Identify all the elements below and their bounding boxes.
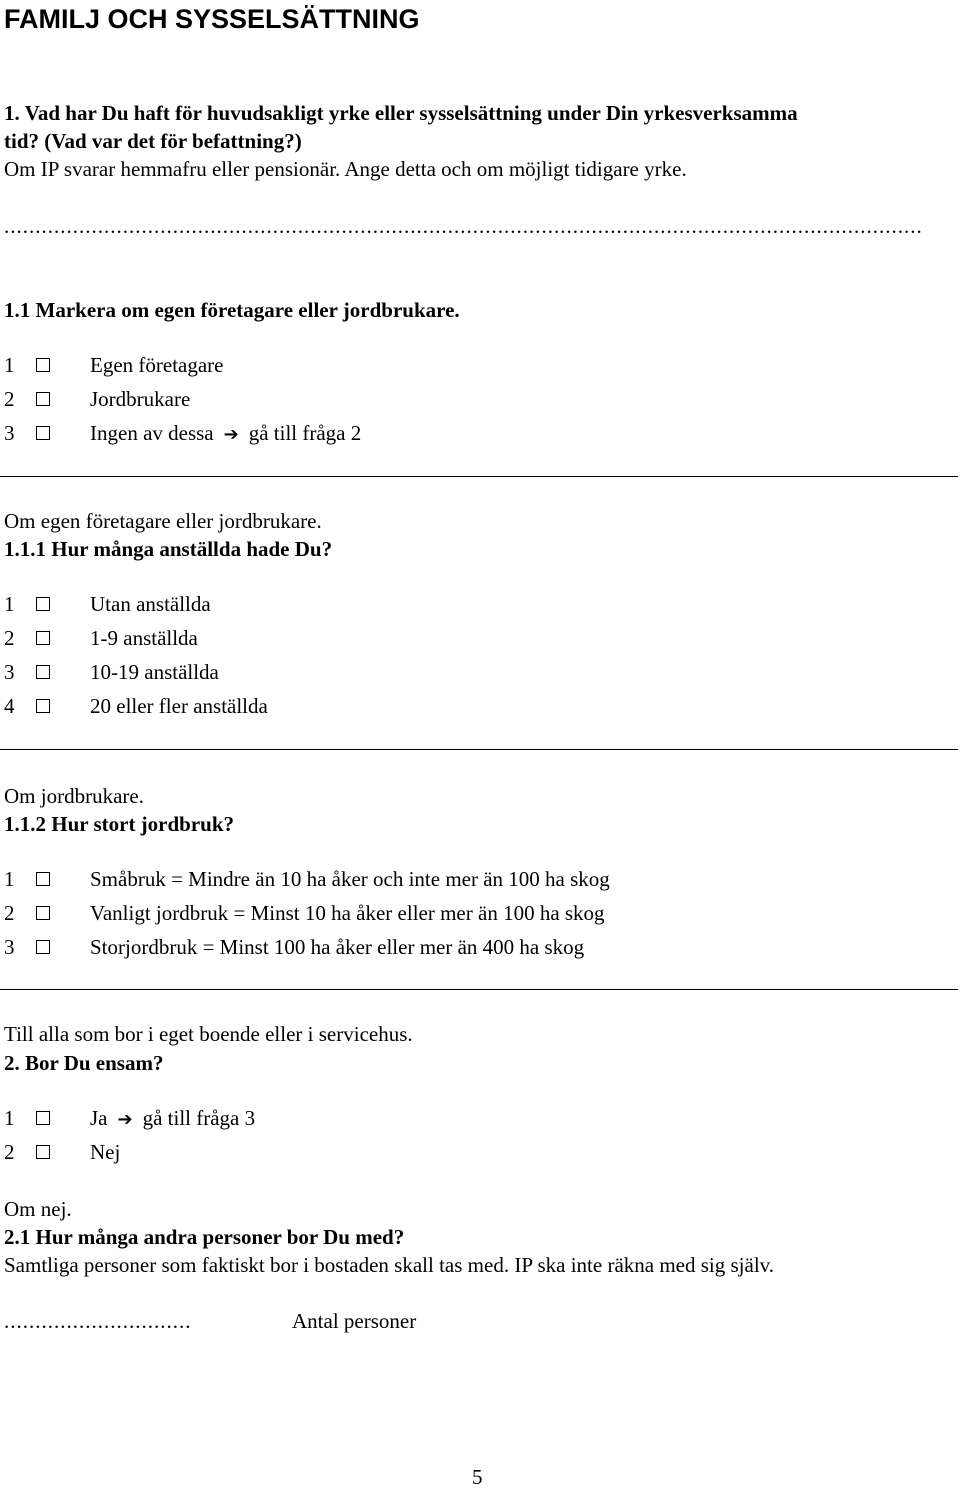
option-number: 2 xyxy=(4,626,15,650)
checkbox[interactable] xyxy=(36,392,50,406)
skip-instruction: gå till fråga 2 xyxy=(248,421,362,445)
option-label: Vanligt jordbruk = Minst 10 ha åker eller mer än 100 ha skog xyxy=(90,901,605,925)
checkbox[interactable] xyxy=(36,940,50,954)
option-number: 3 xyxy=(4,935,15,959)
section-divider xyxy=(0,476,958,477)
option-label: Ja xyxy=(90,1106,108,1130)
q1-question-line2: tid? (Vad var det för befattning?) xyxy=(4,129,302,153)
q1-1-1-condition: Om egen företagare eller jordbrukare. xyxy=(4,509,322,533)
option-label: Jordbrukare xyxy=(90,387,191,411)
option-number: 2 xyxy=(4,387,15,411)
section-divider xyxy=(0,749,958,750)
checkbox[interactable] xyxy=(36,906,50,920)
checkbox[interactable] xyxy=(36,699,50,713)
q2-1-answer-label: Antal personer xyxy=(292,1309,417,1333)
checkbox[interactable] xyxy=(36,358,50,372)
arrow-right-icon: ➔ xyxy=(223,424,239,445)
q1-instruction: Om IP svarar hemmafru eller pensionär. Ange detta och om möjligt tidigare yrke. xyxy=(4,157,687,181)
option-label: Nej xyxy=(90,1140,121,1164)
q1-1-question: 1.1 Markera om egen företagare eller jordbrukare. xyxy=(4,298,460,322)
option-label: Ingen av dessa xyxy=(90,421,214,445)
option-number: 3 xyxy=(4,660,15,684)
arrow-right-icon: ➔ xyxy=(117,1109,133,1130)
page-title: FAMILJ OCH SYSSELSÄTTNING xyxy=(4,4,420,34)
checkbox[interactable] xyxy=(36,597,50,611)
q2-1-question: 2.1 Hur många andra personer bor Du med? xyxy=(4,1225,405,1249)
checkbox[interactable] xyxy=(36,872,50,886)
option-number: 3 xyxy=(4,421,15,445)
option-label: Utan anställda xyxy=(90,592,211,616)
option-number: 1 xyxy=(4,592,15,616)
option-label: Storjordbruk = Minst 100 ha åker eller mer än 400 ha skog xyxy=(90,935,585,959)
q2-1-condition: Om nej. xyxy=(4,1197,72,1221)
q1-1-2-question: 1.1.2 Hur stort jordbruk? xyxy=(4,812,235,836)
option-label: 20 eller fler anställda xyxy=(90,694,268,718)
checkbox[interactable] xyxy=(36,1111,50,1125)
option-number: 1 xyxy=(4,1106,15,1130)
checkbox[interactable] xyxy=(36,1145,50,1159)
option-label: 10-19 anställda xyxy=(90,660,219,684)
checkbox[interactable] xyxy=(36,426,50,440)
q1-1-1-question: 1.1.1 Hur många anställda hade Du? xyxy=(4,537,333,561)
q2-question: 2. Bor Du ensam? xyxy=(4,1051,164,1075)
option-number: 1 xyxy=(4,867,15,891)
option-number: 1 xyxy=(4,353,15,377)
skip-instruction: gå till fråga 3 xyxy=(142,1106,256,1130)
q1-question-line1: 1. Vad har Du haft för huvudsakligt yrke eller sysselsättning under Din yrkesverksamma xyxy=(4,101,798,125)
q1-answer-line[interactable]: ................................................................................................................................................... xyxy=(4,214,923,238)
q2-condition: Till alla som bor i eget boende eller i servicehus. xyxy=(4,1022,413,1046)
checkbox[interactable] xyxy=(36,631,50,645)
page-number: 5 xyxy=(472,1465,483,1489)
option-number: 2 xyxy=(4,901,15,925)
section-divider xyxy=(0,989,958,990)
checkbox[interactable] xyxy=(36,665,50,679)
q2-1-answer-field[interactable]: .............................. xyxy=(4,1309,192,1333)
option-number: 2 xyxy=(4,1140,15,1164)
q1-1-2-condition: Om jordbrukare. xyxy=(4,784,144,808)
q2-1-instruction: Samtliga personer som faktiskt bor i bostaden skall tas med. IP ska inte räkna med sig själv. xyxy=(4,1253,775,1277)
option-label: Egen företagare xyxy=(90,353,224,377)
option-label: Småbruk = Mindre än 10 ha åker och inte mer än 100 ha skog xyxy=(90,867,610,891)
option-label: 1-9 anställda xyxy=(90,626,198,650)
option-number: 4 xyxy=(4,694,15,718)
